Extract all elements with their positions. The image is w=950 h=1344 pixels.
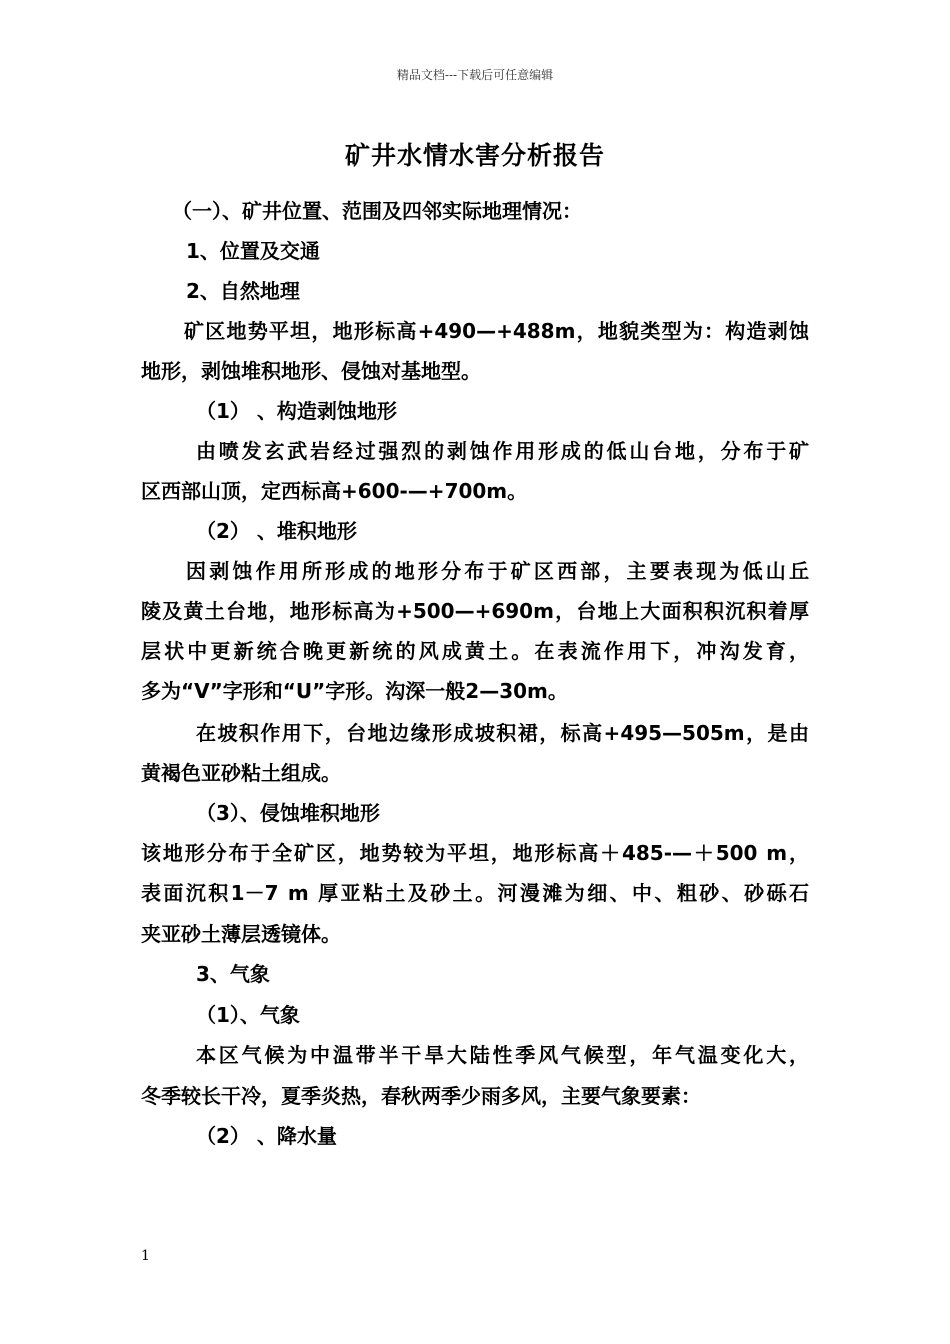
page-number: 1 — [141, 1248, 150, 1264]
paragraph-line: 层状中更新统合晚更新统的风成黄土。在表流作用下，冲沟发育， — [141, 639, 809, 663]
page-header: 精品文档---下载后可任意编辑 — [396, 68, 554, 82]
subheading-structural: （1） 、构造剥蚀地形 — [196, 399, 397, 423]
subheading-weather: （1）、气象 — [196, 1003, 300, 1027]
subheading-precipitation: （2） 、降水量 — [196, 1124, 337, 1148]
paragraph-line: 多为“V”字形和“U”字形。沟深一般2—30m。 — [141, 679, 568, 703]
paragraph-line: 表面沉积1－7 m 厚亚粘土及砂土。河漫滩为细、中、粗砂、砂砾石 — [141, 881, 809, 905]
paragraph-line: 黄褐色亚砂粘土组成。 — [141, 761, 341, 785]
subheading-geography: 2、自然地理 — [186, 279, 300, 303]
section-heading: （一）、矿井位置、范围及四邻实际地理情况： — [172, 199, 582, 223]
paragraph-line: 本区气候为中温带半干旱大陆性季风气候型，年气温变化大， — [196, 1043, 809, 1067]
subheading-climate: 3、气象 — [196, 962, 270, 986]
subheading-location: 1、位置及交通 — [186, 239, 320, 263]
paragraph-line: 地形，剥蚀堆积地形、侵蚀对基地型。 — [141, 359, 481, 383]
paragraph-line: 在坡积作用下，台地边缘形成坡积裙，标高+495—505m，是由 — [196, 721, 809, 745]
paragraph-line: 该地形分布于全矿区，地势较为平坦，地形标高＋485-—＋500 m， — [141, 841, 809, 865]
paragraph-line: 由喷发玄武岩经过强烈的剥蚀作用形成的低山台地，分布于矿 — [196, 439, 809, 463]
paragraph-line: 因剥蚀作用所形成的地形分布于矿区西部，主要表现为低山丘 — [186, 559, 809, 583]
paragraph-line: 区西部山顶，定西标高+600-—+700m。 — [141, 479, 528, 503]
subheading-erosion: （3）、侵蚀堆积地形 — [196, 801, 380, 825]
subheading-accumulation: （2） 、堆积地形 — [196, 519, 357, 543]
paragraph-line: 矿区地势平坦，地形标高+490—+488m，地貌类型为：构造剥蚀 — [184, 319, 809, 343]
paragraph-line: 夹亚砂土薄层透镜体。 — [141, 922, 341, 946]
paragraph-line: 陵及黄土台地，地形标高为+500—+690m，台地上大面积积沉积着厚 — [141, 599, 809, 623]
paragraph-line: 冬季较长干冷，夏季炎热，春秋两季少雨多风，主要气象要素： — [141, 1084, 701, 1108]
document-title: 矿井水情水害分析报告 — [344, 141, 605, 170]
